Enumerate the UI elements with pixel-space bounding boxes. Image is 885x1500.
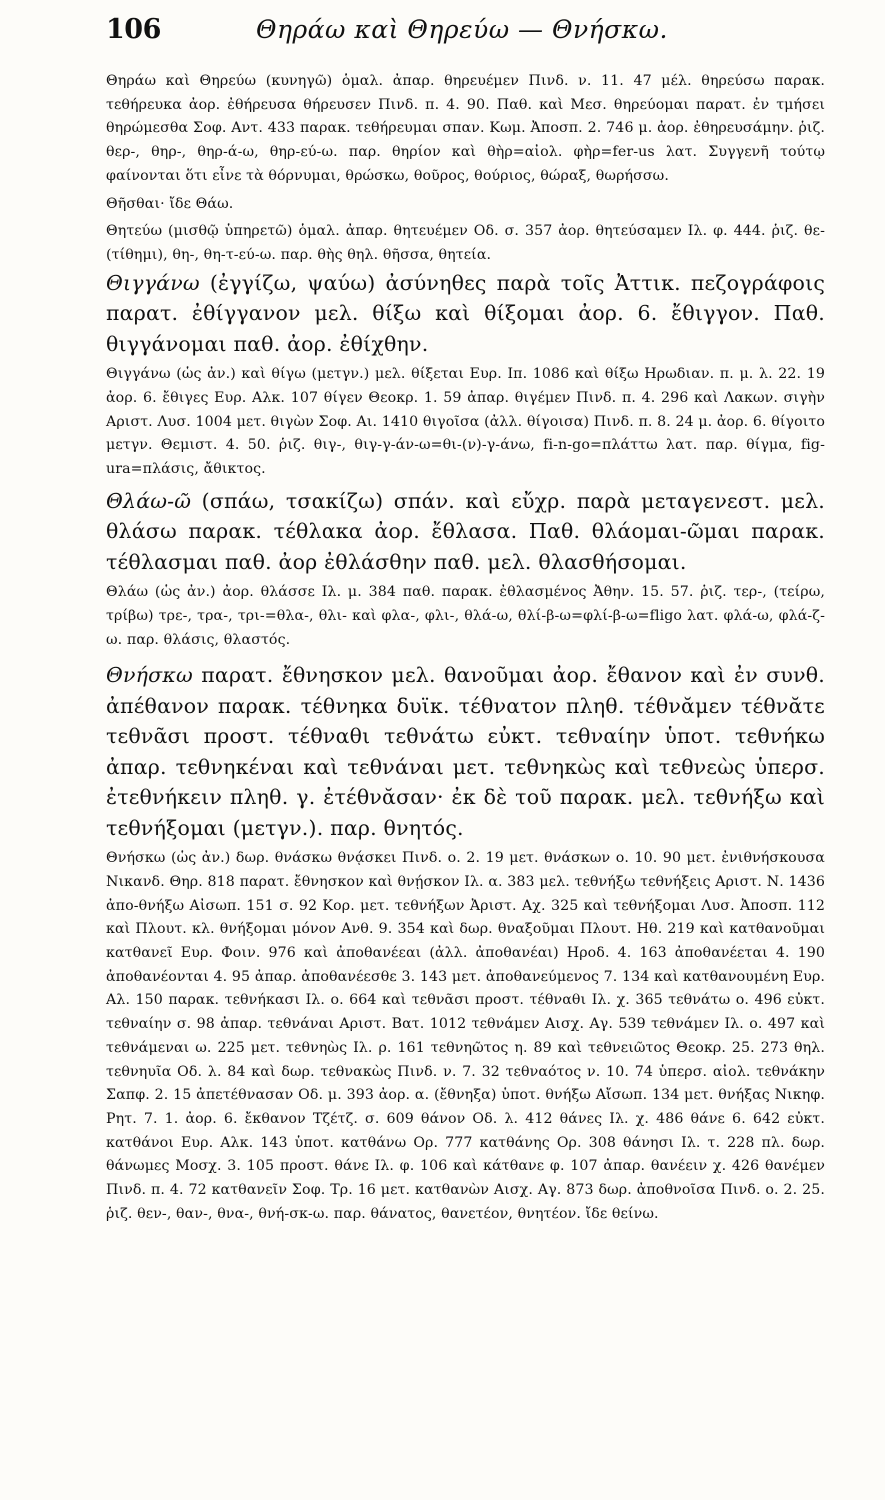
- entry-theteuo: Θητεύω (μισθῷ ὑπηρετῶ) ὁμαλ. ἀπαρ. θητευέμεν Οδ. σ. 357 ἀορ. θητεύσαμεν Ιλ. φ. 444. ῥιζ. θε- (τίθημι), θη-, θη-τ-εύ-ω. παρ. θὴς θηλ. θῆσσα, θητεία.: [106, 223, 825, 263]
- entry-thlao-main: [106, 486, 825, 578]
- headword-thlao: Θλάω-ῶ: [106, 488, 192, 513]
- running-head: [106, 14, 825, 70]
- entry-thiggano-main-text: (ἐγγίζω, ψαύω) ἀσύνηθες παρὰ τοῖς Ἀττικ. πεζογράφοις παρατ. ἐθίγγανον μελ. θίξω καὶ θίξομαι ἀορ. 6. ἔθιγγον. Παθ. θιγγάνομαι παθ. ἀορ. ἐθίχθην.: [106, 270, 825, 356]
- entry-thnesko-main: [106, 660, 825, 843]
- entry-thlao-main-text: (σπάω, τσακίζω) σπάν. καὶ εὔχρ. παρὰ μεταγενεστ. μελ. θλάσω παρακ. τέθλακα ἀορ. ἔθλασα. Παθ. θλάομαι-ῶμαι παρακ. τέθλασμαι παθ. ἀορ ἐθλάσθην παθ. μελ. θλασθήσομαι.: [106, 488, 825, 574]
- entry-thirao-detail: Θηράω καὶ Θηρεύω (κυνηγῶ) ὁμαλ. ἀπαρ. θηρευέμεν Πινδ. ν. 11. 47 μέλ. θηρεύσω παρακ. τεθήρευκα ἀορ. ἐθήρευσα θήρευσεν Πινδ. π. 4. 90. Παθ. καὶ Μεσ. θηρεύομαι παρατ. ἐν τμήσει θηρώμεσθα Σοφ. Αντ. 433 παρακ. τεθήρευμαι σπαν. Κωμ. Ἀποσπ. 2. 746 μ. ἀορ. ἐθηρευσάμην. ῥιζ. θερ-, θηρ-, θηρ-ά-ω, θηρ-εύ-ω. παρ. θηρίον καὶ θὴρ=αἰολ. φὴρ=fer-us λατ. Συγγενῆ τούτῳ φαίνονται ὅτι εἶνε τὰ θόρνυμαι, θρώσκω, θοῦρος, θούριος, θώραξ, θωρήσσω.: [106, 73, 825, 184]
- entry-thiggano-detail: Θιγγάνω (ὡς ἀν.) καὶ θίγω (μετγν.) μελ. θίξεται Ευρ. Ιπ. 1086 καὶ θίξω Ηρωδιαν. π. μ. λ. 22. 19 ἀορ. 6. ἔθιγες Ευρ. Αλκ. 107 θίγεν Θεοκρ. 1. 59 ἀπαρ. θιγέμεν Πινδ. π. 4. 296 καὶ Λακων. σιγὴν Αριστ. Λυσ. 1004 μετ. θιγὼν Σοφ. Αι. 1410 θιγοῖσα (ἀλλ. θίγοισα) Πινδ. π. 8. 24 μ. ἀορ. 6. θίγοιτο μετγν. Θεμιστ. 4. 50. ῥιζ. θιγ-, θιγ-γ-άν-ω=θι-(ν)-γ-άνω, fi-n-go=πλάττω λατ. παρ. θίγμα, fig-ura=πλάσις, ἄθικτος.: [106, 366, 825, 477]
- entry-thesthai: Θῆσθαι· ἴδε Θάω.: [106, 195, 234, 212]
- headword-thnesko: Θνήσκω: [106, 663, 193, 688]
- entry-thnesko-detail: Θνήσκω (ὡς ἀν.) δωρ. θνάσκω θνᾴσκει Πινδ. ο. 2. 19 μετ. θνάσκων ο. 10. 90 μετ. ἐνιθνήσκουσα Νικανδ. Θηρ. 818 παρατ. ἔθνησκον καὶ θνῄσκον Ιλ. α. 383 μελ. τεθνήξω τεθνήξεις Αριστ. Ν. 1436 ἀπο-θνήξω Αἰσωπ. 151 σ. 92 Κορ. μετ. τεθνήξων Ἀριστ. Αχ. 325 καὶ τεθνήξομαι Λυσ. Ἀποσπ. 112 καὶ Πλουτ. κλ. θνήξομαι μόνον Ανθ. 9. 354 καὶ δωρ. θναξοῦμαι Πλουτ. Ηθ. 219 καὶ κατθανοῦμαι κατθανεῖ Ευρ. Φοιν. 976 καὶ ἀποθανέεαι (ἀλλ. ἀποθανέαι) Ηροδ. 4. 163 ἀποθανέεται 4. 190 ἀποθανέονται 4. 95 ἀπαρ. ἀποθανέεσθε 3. 143 μετ. ἀποθανεύμενος 7. 134 καὶ κατθανουμένη Ευρ. Αλ. 150 παρακ. τεθνήκασι Ιλ. ο. 664 καὶ τεθνᾶσι προστ. τέθναθι Ιλ. χ. 365 τεθνάτω ο. 496 εὐκτ. τεθναίην σ. 98 ἀπαρ. τεθνάναι Αριστ. Βατ. 1012 τεθνάμεν Αισχ. Αγ. 539 τεθνάμεν Ιλ. ο. 497 καὶ τεθνάμεναι ω. 225 μετ. τεθνηὼς Ιλ. ρ. 161 τεθνηῶτος η. 89 καὶ τεθνειῶτος Θεοκρ. 25. 273 θηλ. τεθνηυῖα Οδ. λ. 84 καὶ δωρ. τεθνακὼς Πινδ. ν. 7. 32 τεθναότος ν. 10. 74 ὑπερσ. αἰολ. τεθνάκην Σαπφ. 2. 15 ἀπετέθνασαν Οδ. μ. 393 ἀορ. α. (ἔθνηξα) ὑποτ. θνήξω Αἴσωπ. 134 μετ. θνήξας Νικηφ. Ρητ. 7. 1. ἀορ. 6. ἔκθανον Τζέτζ. σ. 609 θάνον Οδ. λ. 412 θάνες Ιλ. χ. 486 θάνε 6. 642 εὐκτ. κατθάνοι Ευρ. Αλκ. 143 ὑποτ. κατθάνω Ορ. 777 κατθάνης Ορ. 308 θάνησι Ιλ. τ. 228 πλ. δωρ. θάνωμες Μοσχ. 3. 105 προστ. θάνε Ιλ. φ. 106 καὶ κάτθανε φ. 107 ἀπαρ. θανέειν χ. 426 θανέμεν Πινδ. π. 4. 72 κατθανεῖν Σοφ. Τρ. 16 μετ. κατθανὼν Αισχ. Αγ. 873 δωρ. ἀποθνοῖσα Πινδ. ο. 2. 25. ῥιζ. θεν-, θαν-, θνα-, θνή-σκ-ω. παρ. θάνατος, θανετέον, θνητέον. ἴδε θείνω.: [106, 850, 825, 1222]
- entry-thnesko-main-text: παρατ. ἔθνησκον μελ. θανοῦμαι ἀορ. ἔθανον καὶ ἐν συνθ. ἀπέθανον παρακ. τέθνηκα δυϊκ. τέθνατον πληθ. τέθνᾰμεν τέθνᾰτε τεθνᾶσι προστ. τέθναθι τεθνάτω εὐκτ. τεθναίην ὑποτ. τεθνήκω ἀπαρ. τεθνηκέναι καὶ τεθνάναι μετ. τεθνηκὼς καὶ τεθνεὼς ὑπερσ. ἐτεθνήκειν πληθ. γ. ἐτέθνᾰσαν· ἐκ δὲ τοῦ παρακ. μελ. τεθνήξω καὶ τεθνήξομαι (μετγν.). παρ. θνητός.: [106, 663, 825, 840]
- entry-thiggano-main: [106, 268, 825, 360]
- entry-thlao-detail: Θλάω (ὡς ἀν.) ἀορ. θλάσσε Ιλ. μ. 384 παθ. παρακ. ἐθλασμένος Ἀθην. 15. 57. ῥιζ. τερ-, (τείρω, τρίβω) τρε-, τρα-, τρι-=θλα-, θλι- καὶ φλα-, φλι-, θλά-ω, θλί-β-ω=φλί-β-ω=fligo λατ. φλά-ω, φλά-ζ-ω. παρ. θλάσις, θλαστός.: [106, 584, 825, 648]
- running-title: Θηράω καὶ Θηρεύω — Θνήσκω.: [256, 15, 668, 44]
- page-number: 106: [106, 14, 161, 45]
- headword-thiggano: Θιγγάνω: [106, 270, 200, 295]
